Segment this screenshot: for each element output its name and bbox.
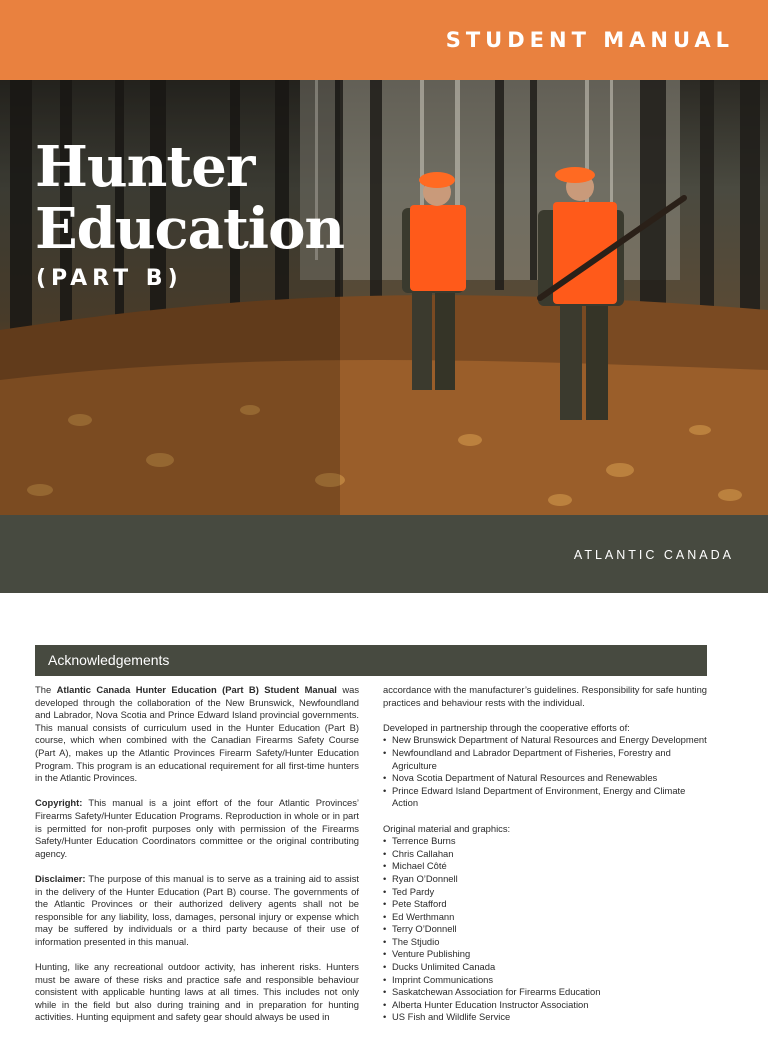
title-line-2: Education: [35, 196, 345, 262]
list-item: • Ted Pardy: [383, 886, 707, 899]
list-item: • Pete Stafford: [383, 898, 707, 911]
list-item: • Terrence Burns: [383, 835, 707, 848]
partnership-intro: Developed in partnership through the cooperative efforts of:: [383, 721, 630, 733]
risks-paragraph: Hunting, like any recreational outdoor activity, has inherent risks. Hunters must be aware of these risks and practice safe and responsible behaviour consistent with applicable hunting laws at all times. This includes not only while in the field but also during training and in preparation for hunting activities. Hunting equipment and safety gear should always be used in: [35, 961, 359, 1023]
disclaimer-paragraph: [35, 873, 359, 949]
list-item: • Nova Scotia Department of Natural Resources and Renewables: [383, 772, 707, 785]
list-item: • Venture Publishing: [383, 948, 707, 961]
credits-intro: Original material and graphics:: [383, 822, 511, 834]
list-item: • Ryan O’Donnell: [383, 873, 707, 886]
left-column: [35, 684, 359, 1037]
list-item: • Newfoundland and Labrador Department of Fisheries, Forestry and Agriculture: [383, 747, 707, 772]
title-line-1: Hunter: [35, 134, 255, 200]
list-item: • Chris Callahan: [383, 848, 707, 861]
list-item: • Alberta Hunter Education Instructor Association: [383, 999, 707, 1012]
page-title: [35, 136, 344, 260]
region-label: ATLANTIC CANADA: [573, 548, 734, 562]
list-item: • Prince Edward Island Department of Environment, Energy and Climate Action: [383, 785, 707, 810]
copyright-paragraph: [35, 797, 359, 860]
disclaimer-label: Disclaimer:: [35, 872, 86, 884]
region-band: [0, 515, 768, 593]
list-item: • Ed Werthmann: [383, 911, 707, 924]
copyright-text: This manual is a joint effort of the four Atlantic Provinces’ Firearms Safety/Hunter Education Programs. Reproduction in whole or in part is permitted for non-profit purposes only with permission of the Firearms Safety/Hunter Education Coordinators committee or the original contributing agency.: [35, 797, 359, 859]
credits-list: [383, 835, 707, 1024]
subtitle: (PART B): [36, 266, 183, 291]
right-column: [383, 684, 707, 1037]
manual-label: STUDENT MANUAL: [445, 28, 734, 52]
list-item: • New Brunswick Department of Natural Resources and Energy Development: [383, 734, 707, 747]
risks-continued: accordance with the manufacturer’s guidelines. Responsibility for safe hunting practices and behaviour rests with the individual.: [383, 684, 707, 708]
list-item: • Michael Côté: [383, 860, 707, 873]
intro-text: was developed through the collaboration of the New Brunswick, Newfoundland and Labrador, Nova Scotia and Prince Edward Island provincial governments. This manual consists of curriculum used in the Hunter Education (Part B) course, which when combined with the Canadian Firearms Safety Course (Part A), makes up the Atlantic Provinces Firearm Safety/Hunter Education Program. This program is an educational requirement for all first-time hunters in the Atlantic Provinces.: [35, 684, 360, 784]
copyright-label: Copyright:: [35, 797, 83, 809]
intro-paragraph: [35, 684, 359, 785]
list-item: • Ducks Unlimited Canada: [383, 961, 707, 974]
manual-name: Atlantic Canada Hunter Education (Part B) Student Manual: [56, 684, 337, 695]
list-item: • Terry O’Donnell: [383, 923, 707, 936]
list-item: • Imprint Communications: [383, 974, 707, 987]
list-item: • The Stjudio: [383, 936, 707, 949]
top-banner: [0, 0, 768, 80]
cover-photo: [0, 80, 768, 515]
acknowledgements-heading: Acknowledgements: [35, 645, 707, 676]
list-item: • Saskatchewan Association for Firearms Education: [383, 986, 707, 999]
list-item: • US Fish and Wildlife Service: [383, 1011, 707, 1024]
intro-pre: The: [35, 684, 57, 695]
partners-list: [383, 734, 707, 810]
disclaimer-text: The purpose of this manual is to serve as a training aid to assist in the delivery of the Hunter Education (Part B) course. The governments of the Atlantic Provinces or their authorized delivery agents shall not be responsible for any liability, loss, damages, personal injury or expense which may be suffered by individuals or a third party because of their use of information presented in this manual.: [35, 872, 359, 947]
